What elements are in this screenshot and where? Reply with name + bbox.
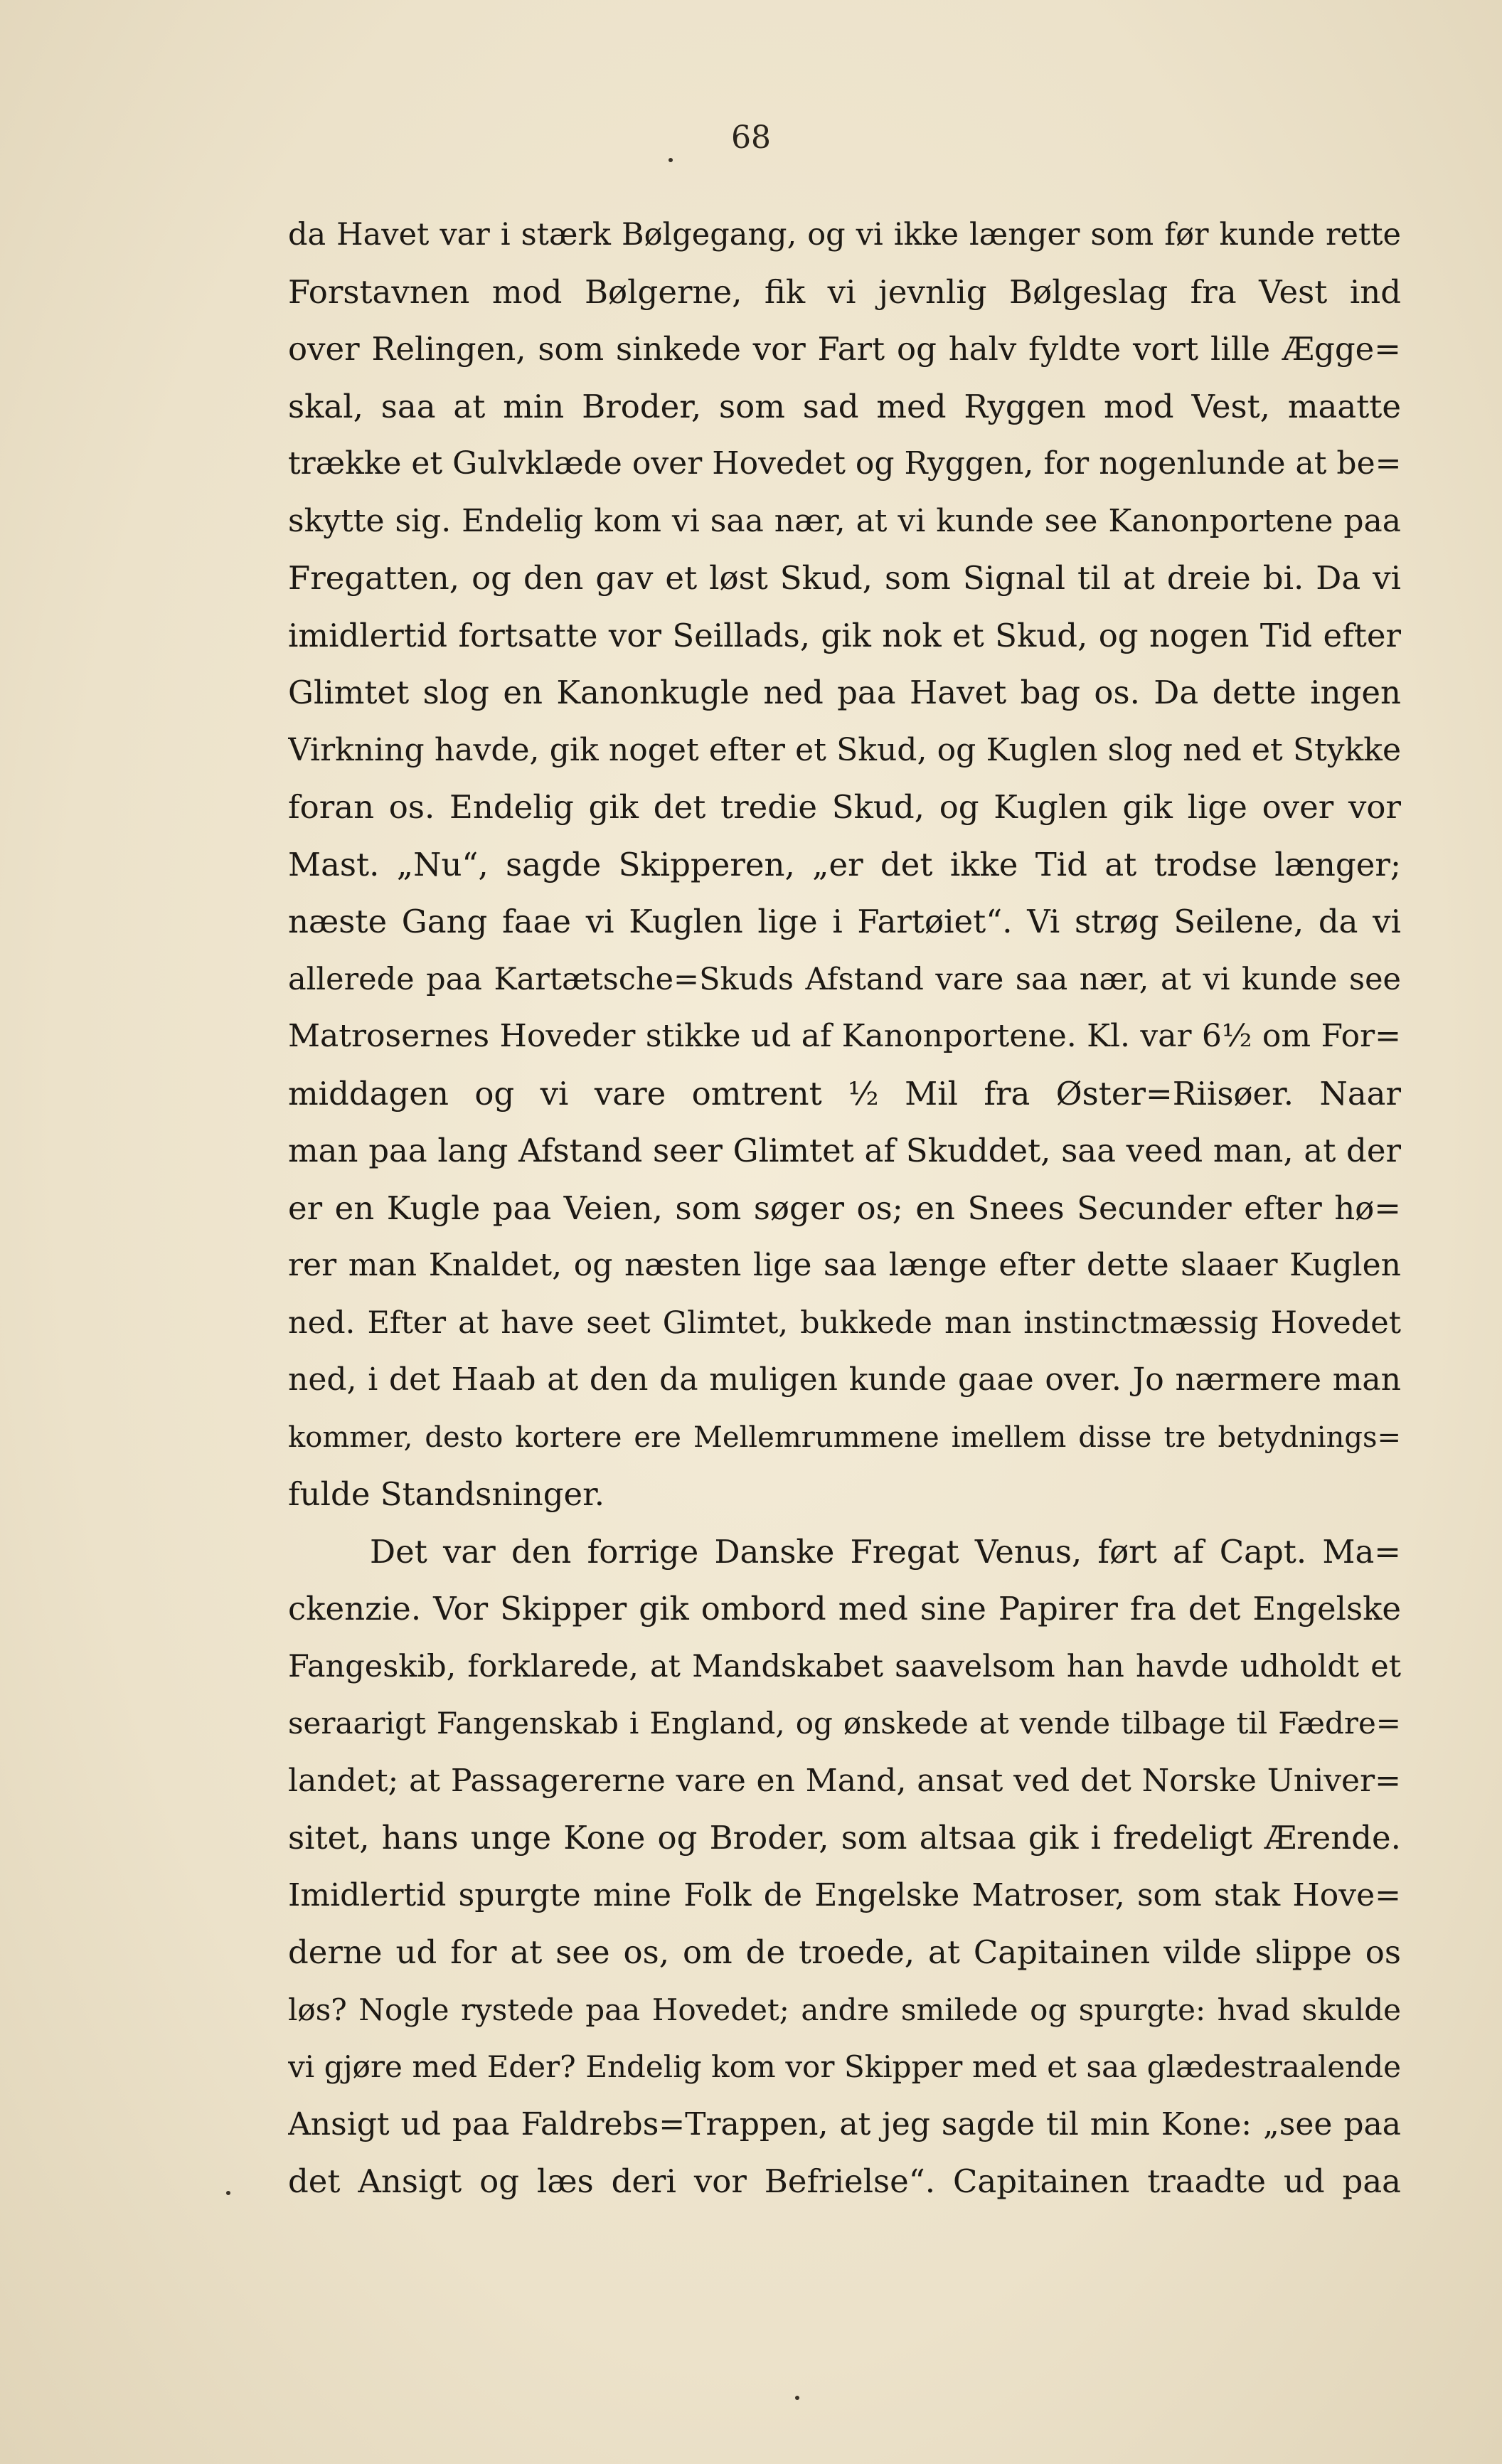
text-line: kommer, desto kortere ere Mellemrummene imellem disse tre betydnings= [288, 1420, 1401, 1454]
text-line: seraarigt Fangenskab i England, og ønskede at vende tilbage til Fædre= [288, 1706, 1401, 1741]
text-line: Ansigt ud paa Faldrebs=Trappen, at jeg sagde til min Kone: „see paa [288, 2105, 1401, 2142]
ink-speck [795, 2396, 799, 2400]
text-line: man paa lang Afstand seer Glimtet af Skuddet, saa veed man, at der [288, 1132, 1401, 1169]
text-line: da Havet var i stærk Bølgegang, og vi ikke længer som før kunde rette [288, 217, 1401, 253]
paragraph-end-line: fulde Standsninger. [288, 1475, 605, 1513]
text-line: derne ud for at see os, om de troede, at Capitainen vilde slippe os [288, 1933, 1401, 1971]
text-line: landet; at Passagererne vare en Mand, ansat ved det Norske Univer= [288, 1762, 1401, 1799]
text-line: ned, i det Haab at den da muligen kunde gaae over. Jo nærmere man [288, 1361, 1401, 1398]
text-line: over Relingen, som sinkede vor Fart og halv fyldte vort lille Ægge= [288, 330, 1401, 368]
ink-speck [226, 2191, 230, 2195]
text-line: Virkning havde, gik noget efter et Skud, og Kuglen slog ned et Stykke [288, 731, 1401, 768]
text-line: Matrosernes Hoveder stikke ud af Kanonportene. Kl. var 6½ om For= [288, 1018, 1401, 1054]
body-text [288, 206, 1401, 2211]
text-line: Mast. „Nu“, sagde Skipperen, „er det ikke Tid at trodse længer; [288, 845, 1401, 883]
text-line: skytte sig. Endelig kom vi saa nær, at vi kunde see Kanonportene paa [288, 502, 1401, 539]
text-line: næste Gang faae vi Kuglen lige i Fartøiet“. Vi strøg Seilene, da vi [288, 903, 1401, 940]
ink-speck [669, 158, 673, 162]
text-line: trække et Gulvklæde over Hovedet og Ryggen, for nogenlunde at be= [288, 445, 1401, 482]
text-line: allerede paa Kartætsche=Skuds Afstand vare saa nær, at vi kunde see [288, 961, 1401, 997]
text-line: imidlertid fortsatte vor Seillads, gik nok et Skud, og nogen Tid efter [288, 616, 1401, 654]
text-line: det Ansigt og læs deri vor Befrielse“. Capitainen traadte ud paa [288, 2162, 1401, 2200]
text-line: Imidlertid spurgte mine Folk de Engelske Matroser, som stak Hove= [288, 1876, 1401, 1913]
text-line: skal, saa at min Broder, som sad med Ryggen mod Vest, maatte [288, 387, 1401, 425]
paragraph-start-line: Det var den forrige Danske Fregat Venus, ført af Capt. Ma= [370, 1532, 1401, 1571]
text-line: middagen og vi vare omtrent ½ Mil fra Øster=Riisøer. Naar [288, 1074, 1401, 1112]
text-line: ckenzie. Vor Skipper gik ombord med sine Papirer fra det Engelske [288, 1590, 1401, 1627]
page-number: 68 [731, 120, 771, 156]
text-line: Fregatten, og den gav et løst Skud, som Signal til at dreie bi. Da vi [288, 559, 1401, 597]
text-line: vi gjøre med Eder? Endelig kom vor Skipper med et saa glædestraalende [288, 2049, 1401, 2084]
text-line: sitet, hans unge Kone og Broder, som altsaa gik i fredeligt Ærende. [288, 1819, 1401, 1857]
text-line: Fangeskib, forklarede, at Mandskabet saavelsom han havde udholdt et [288, 1648, 1401, 1684]
text-line: Glimtet slog en Kanonkugle ned paa Havet bag os. Da dette ingen [288, 674, 1401, 711]
text-line: ned. Efter at have seet Glimtet, bukkede man instinctmæssig Hovedet [288, 1305, 1401, 1341]
text-line: rer man Knaldet, og næsten lige saa længe efter dette slaaer Kuglen [288, 1247, 1401, 1283]
text-line: foran os. Endelig gik det tredie Skud, og Kuglen gik lige over vor [288, 788, 1401, 826]
text-line: løs? Nogle rystede paa Hovedet; andre smilede og spurgte: hvad skulde [288, 1992, 1401, 2027]
text-line: Forstavnen mod Bølgerne, fik vi jevnlig Bølgeslag fra Vest ind [288, 272, 1401, 311]
text-line: er en Kugle paa Veien, som søger os; en Snees Secunder efter hø= [288, 1189, 1401, 1227]
